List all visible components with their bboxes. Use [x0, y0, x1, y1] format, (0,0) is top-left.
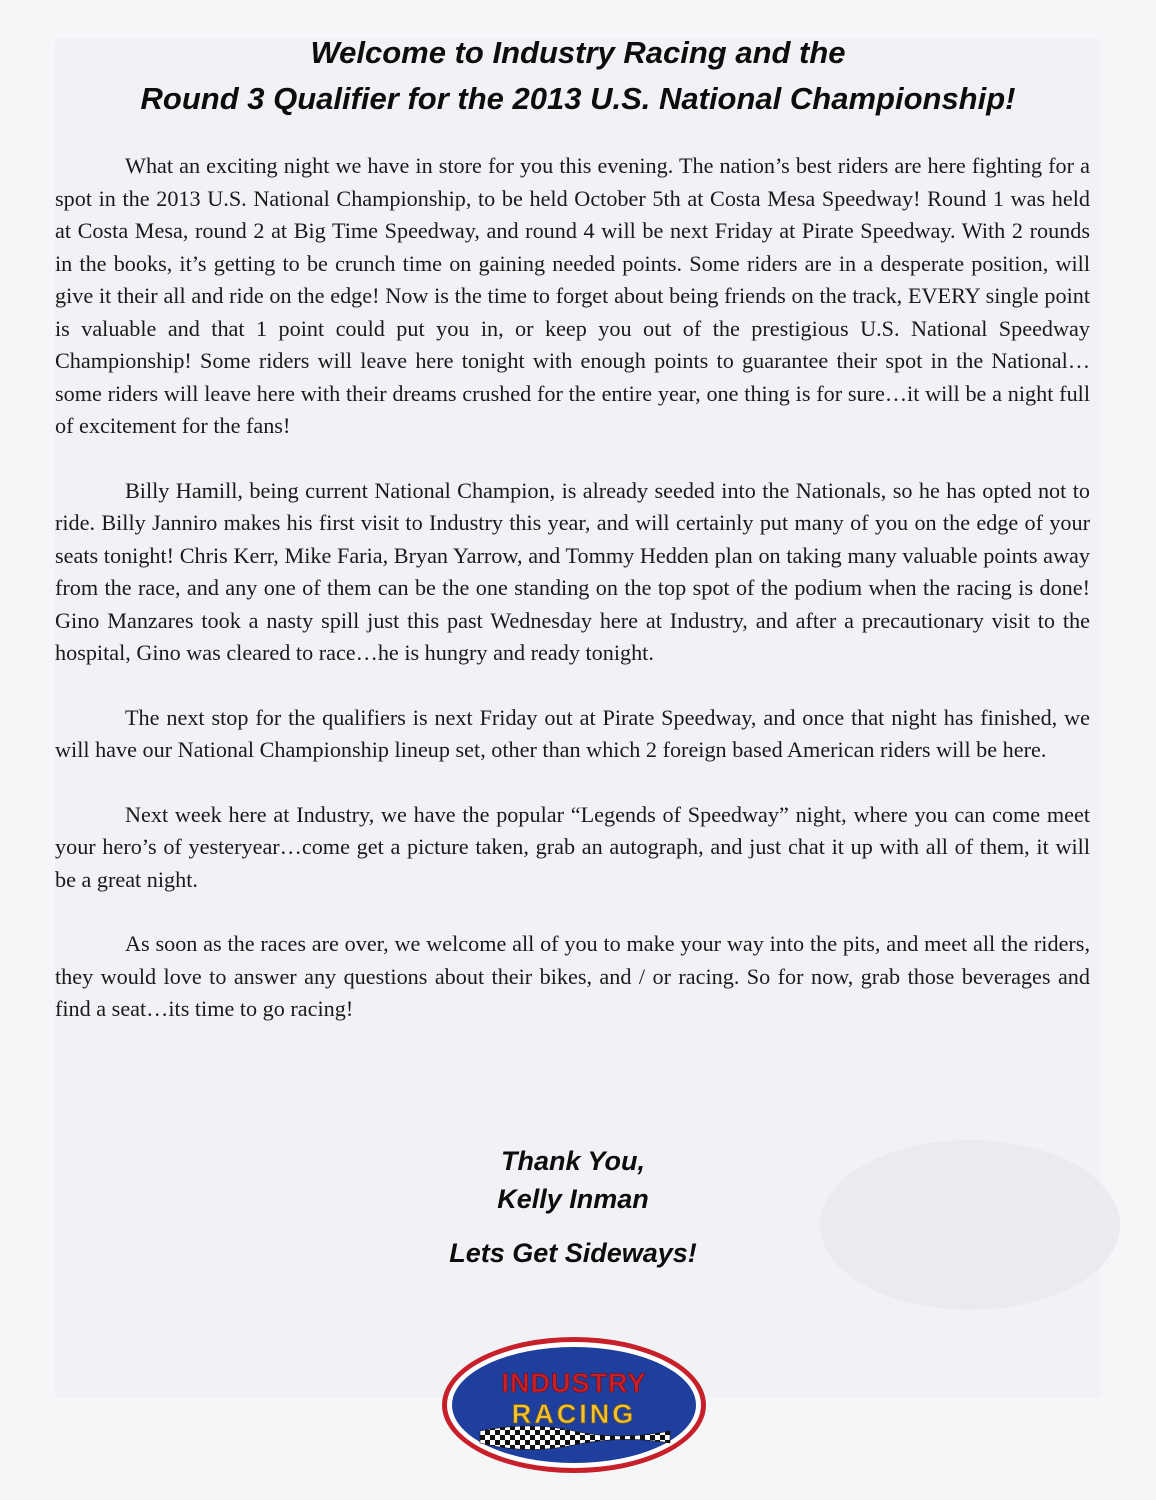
- logo-text-racing: RACING: [511, 1399, 637, 1429]
- signoff-block: [0, 1142, 1146, 1272]
- signoff-motto: Lets Get Sideways!: [449, 1238, 697, 1268]
- title-line-1: Welcome to Industry Racing and the: [310, 35, 846, 70]
- signoff-thanks: Thank You,: [500, 1146, 646, 1176]
- paragraph-legends-night: Next week here at Industry, we have the popular “Legends of Speedway” night, where you can come meet your hero’s of yesteryear…come get a picture taken, grab an autograph, and just chat it up with all of them, it will be a great night.: [55, 801, 1090, 892]
- paragraph-next-stop: The next stop for the qualifiers is next Friday out at Pirate Speedway, and once that night has finished, we will have our National Championship lineup set, other than which 2 foreign based American riders will be here.: [55, 704, 1090, 762]
- logo-text-industry: INDUSTRY: [501, 1368, 647, 1398]
- page-title: [0, 30, 1156, 122]
- paragraph-pits: As soon as the races are over, we welcome all of you to make your way into the pits, and meet all the riders, they would love to answer any questions about their bikes, and / or racing. So for now, grab those beverages and find a seat…its time to go racing!: [55, 931, 1090, 1021]
- letter-body: [55, 150, 1090, 1058]
- paragraph-intro: What an exciting night we have in store for you this evening. The nation’s best riders are here fighting for a spot in the 2013 U.S. National Championship, to be held October 5th at Costa Mesa Speedway! Round 1 was held at Costa Mesa, round 2 at Big Time Speedway, and round 4 will be next Friday at Pirate Speedway. With 2 rounds in the books, it’s getting to be crunch time on gaining needed points. Some riders are in a desperate position, will give it their all and ride on the edge! Now is the time to forget about being friends on the track, EVERY single point is valuable and that 1 point could put you in, or keep you out of the prestigious U.S. National Speedway Championship! Some riders will leave here tonight with enough points to guarantee their spot in the National…some riders will leave here with their dreams crushed for the entire year, one thing is for sure…it will be a night full of excitement for the fans!: [55, 153, 1090, 438]
- signoff-name: Kelly Inman: [497, 1184, 649, 1214]
- paragraph-riders: Billy Hamill, being current National Champion, is already seeded into the Nationals, so he has opted not to ride. Billy Janniro makes his first visit to Industry this year, and will certainly put many of you on the edge of your seats tonight! Chris Kerr, Mike Faria, Bryan Yarrow, and Tommy Hedden plan on taking many valuable points away from the race, and any one of them can be the one standing on the top spot of the podium when the racing is done! Gino Manzares took a nasty spill just this past Wednesday here at Industry, and after a precautionary visit to the hospital, Gino was cleared to race…he is hungry and ready tonight.: [55, 477, 1090, 665]
- industry-racing-logo: [440, 1335, 708, 1475]
- title-line-2: Round 3 Qualifier for the 2013 U.S. National Championship!: [140, 81, 1016, 116]
